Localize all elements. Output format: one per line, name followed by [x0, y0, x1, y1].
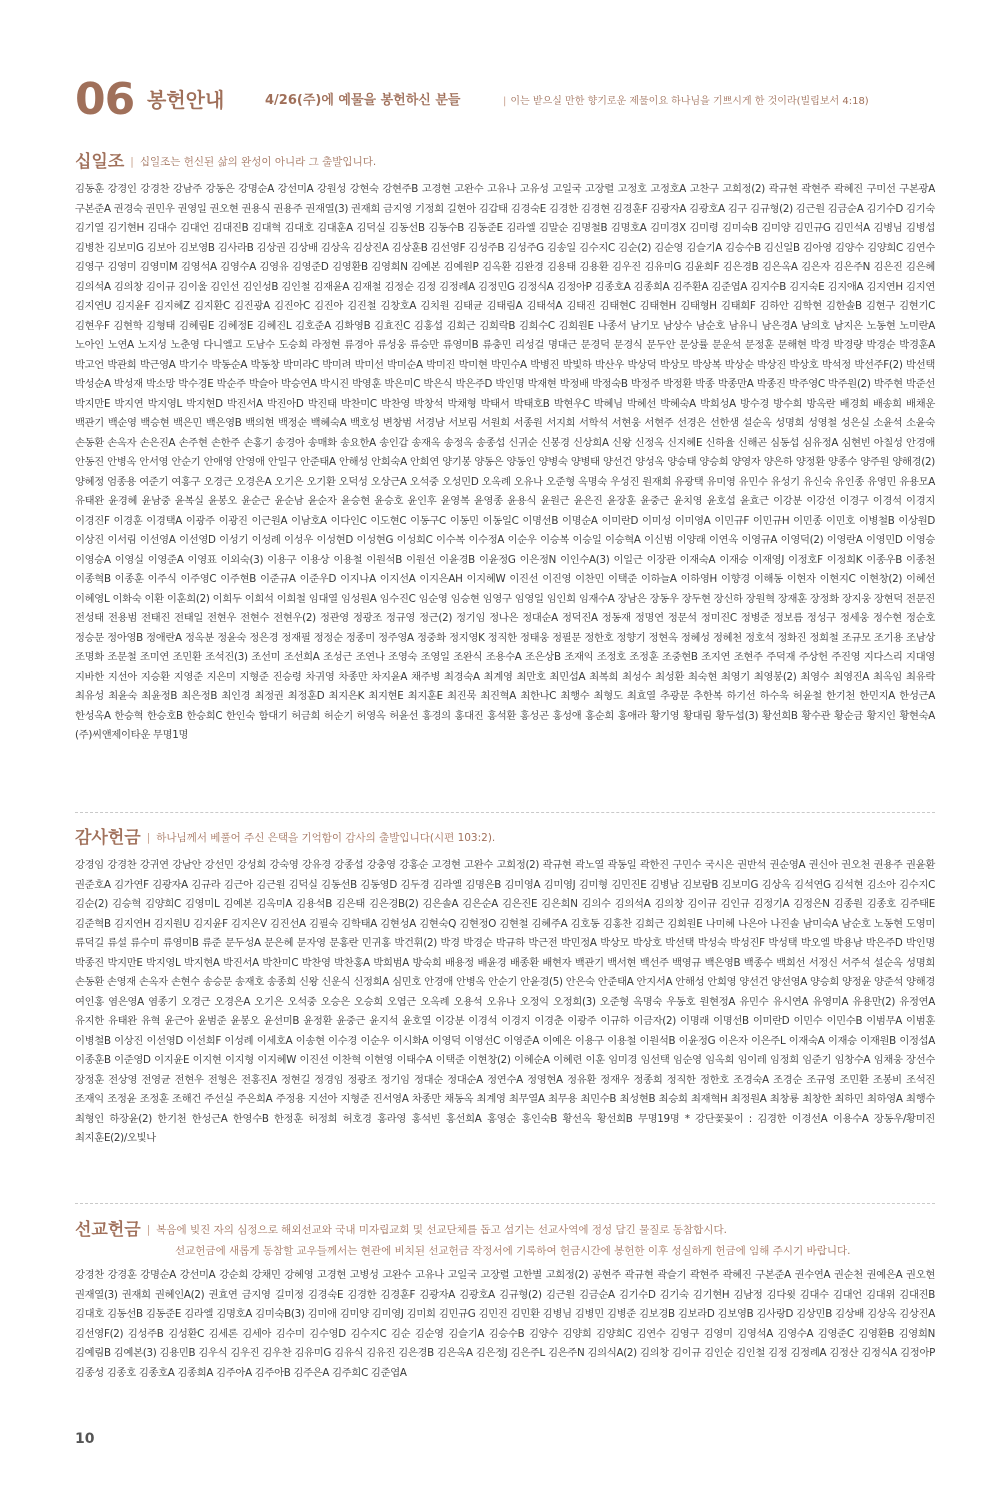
divider-bar: |: [503, 96, 507, 107]
divider-bar: |: [146, 1224, 151, 1236]
thanks-header: [75, 826, 935, 850]
thanks-names: 강경임 강경찬 강귀연 강남안 강선민 강성희 강숙영 강유경 강종섭 강충영 강홍순 고경현 고완수 고희정(2) 곽규현 곽노열 곽동일 곽한진 구민수 국시은 권반석 권순영A 권신아 권오천 권용주 권윤환 권준호A 김가연F 김광자A 김규라 김근아 김근원 김덕실 김동선B 김동영D 김두경 김라엘 김명은B 김미영A 김미영J 김미형 김민진E 김병남 김보람B 김보미G 김상옥 김석연G 김석현 김소아 김수지C 김순(2) 김승혁 김양희C 김영미L 김예본 김옥미A 김용석B 김은태 김은경B(2) 김은솔A 김은순A 김은진E 김은희N 김의수 김의석A 김의창 김이규 김인규 김정기A 김정은N 김종원 김종호 김주태E 김준혁B 김지연H 김지원U 김지윤F 김지은V 김진선A 김필숙 김학태A 김현성A 김현숙Q 김현정O 김현철 김혜주A 김호동 김홍찬 김희근 김희원E 나미혜 나은아 나진솔 남미숙A 남순호 노동현 도영미 류덕길 류설 류수미 류영미B 류준 문두성A 문은혜 문자영 문홍란 민귀홍 박건휘(2) 박경 박경순 박규하 박근전 박민정A 박상모 박상호 박선택 박성숙 박성진F 박성택 박오엘 박용남 박은주D 박인명 박종진 박지만E 박지영L 박지현A 박진서A 박찬미C 박찬영 박찬홍A 박희범A 방숙희 배용정 배윤경 배종환 배현자 백관기 백서현 백선주 백영규 백은영B 백종수 백희선 서정신 서주석 설순옥 성명희 손동환 손영재 손옥자 손현수 송승문 송재호 송종희 신왕 신운식 신정희A 심민호 안경애 안병옥 안순기 안윤경(5) 안은숙 안준태A 안지서A 안해성 안희영 양선건 양선영A 양승희 양정윤 양준석 양해경 여인홍 염은영A 염종기 오경근 오경은A 오기은 오석중 오승은 오승희 오엽근 오옥례 오용석 오유나 오정익 오정희(3) 오준형 옥명숙 우동호 원현정A 유민수 유시연A 유영미A 유용만(2) 유정연A 유지한 유태완 유혁 윤근아 윤범준 윤봉오 윤선미B 윤정환 윤중근 윤지석 윤호열 이강분 이경석 이경지 이경춘 이광주 이규하 이금자(2) 이명래 이명선B 이미란D 이민수 이민수B 이범무A 이범훈 이병철B 이상진 이선영D 이선희F 이성례 이세호A 이송현 이수경 이순우 이시화A 이영덕 이영선C 이영준A 이예은 이용구 이용철 이원석B 이윤정G 이은자 이은주L 이재숙A 이재승 이재원B 이정섭A 이종훈B 이준영D 이지윤E 이지현 이지형 이지혜W 이진선 이찬혁 이현영 이태수A 이택준 이현창(2) 이혜순A 이혜련 이훈 임미경 임선택 임순영 임옥희 임이레 임정희 임준기 임창수A 임채웅 장선수 장정훈 전상영 전영균 전현우 전형은 전홍진A 정현길 정경임 정광조 정기임 정대순 정대순A 정연수A 정영현A 정유환 정재우 정종희 정직한 정한호 조경숙A 조경순 조규영 조민환 조봉비 조석진 조재익 조정윤 조정훈 조해건 주선실 주은희A 주정용 지선아 지형준 진서영A 차종만 채동옥 최계영 최무열A 최무용 최민수B 최성현B 최승희 최재혁H 최정원A 최창룡 최창한 최하민 최하영A 최행수 최형인 하장윤(2) 한기천 한성근A 한영수B 한정훈 허정희 허호경 홍라영 홍석빈 홍선희A 홍영순 홍인숙B 황선옥 황선희B 무명19명 * 강단꽃꽂이 : 김경한 이경선A 이용수A 장동우/황미진 최지훈E(2)/오빛나: [75, 859, 936, 1144]
tithe-names: 김동훈 강경인 강경찬 강남주 강동은 강명순A 강선미A 강원성 강현숙 강현주B 고경현 고완수 고유나 고유성 고일국 고장렬 고정호 고정호A 고찬구 고희정(2) 곽규현 곽현주 곽혜진 구미선 구본광A 구본준A 권경숙 권민우 권영일 권오현 권용식 권용주 권재열(3) 권재희 금지영 기정희 길현아 김갑태 김경숙E 김경한 김경현 김경훈F 김광자A 김광호A 김구 김규형(2) 김근원 김금순A 김기수D 김기숙 김기열 김기현H 김대수 김대언 김대진B 김대혁 김대호 김대훈A 김덕실 김동선B 김동수B 김동준E 김라엘 김말순 김명철B 김명호A 김미경X 김미령 김미숙B 김미양 김민규G 김민석A 김병님 김병섭 김병찬 김보미G 김보아 김보영B 김사라B 김상권 김상배 김상옥 김상진A 김상훈B 김선영F 김성주B 김성주G 김송일 김수지C 김순(2) 김순영 김슬기A 김승수B 김신일B 김아영 김양수 김양희C 김연수 김영구 김영미 김영미M 김영석A 김영수A 김영유 김영준D 김영환B 김영희N 김예본 김예원P 김옥환 김완경 김용태 김용환 김우진 김유미G 김윤희F 김은경B 김은옥A 김은자 김은주N 김은진 김은혜 김의석A 김의창 김이규 김이울 김인선 김인성B 김인철 김재윤A 김재철 김정순 김정 김정례A 김정민G 김정식A 김정아P 김종호A 김종희A 김주환A 김준엽A 김지수B 김지숙E 김지애A 김지연H 김지연 김지연U 김지윤F 김지혜Z 김지환C 김진광A 김진아C 김진아 김진철 김창호A 김치원 김태균 김태림A 김태석A 김태진 김태현C 김태현H 김태형H 김태희F 김하안 김학현 김한솔B 김현구 김현기C 김현우F 김현학 김형태 김혜림E 김혜정E 김혜진L 김호준A 김화영B 김효진C 김홍섭 김희근 김희락B 김희수C 김희원E 나종서 남기모 남상수 남순호 남유니 남은경A 남의호 남지은 노동현 노미란A 노아인 노연A 노지성 노춘영 다니엘고 도남수 도승희 라정현 류경아 류성웅 류승만 류영미B 류충민 리성걸 명대근 문경덕 문경식 문두안 문상률 문운석 문정훈 문해현 박경 박경량 박경순 박경훈A 박고언 박관희 박근영A 박기수 박동순A 박동창 박미라C 박미려 박미선 박미순A 박미진 박미현 박민수A 박병진 박빛하 박산우 박상덕 박상모 박상복 박상순 박상진 박상호 박석정 박선주F(2) 박선택 박성순A 박성재 박소망 박수경E 박순주 박슬아 박승연A 박시진 박영훈 박은미C 박은식 박은주D 박인명 박재현 박정배 박정숙B 박정주 박정환 박종 박종만A 박종진 박주영C 박주원(2) 박주현 박준선 박지만E 박지연 박지영L 박지현D 박진서A 박진아D 박진태 박찬미C 박찬영 박창석 박채형 박태서 박태호B 박현우C 박혜님 박혜선 박혜숙A 박희성A 방수경 방수희 방옥란 배경희 배송희 배채운 백관기 백순영 백승현 백은민 백은영B 백의현 백정순 백혜숙A 백호성 변창범 서경남 서보림 서원희 서종원 서지희 서학석 서현웅 서현주 선경은 선한샘 설순옥 성명희 성영철 성은실 소윤석 소윤숙 손동환 손옥자 손은진A 손주현 손한주 손홍기 송경아 송매화 송요한A 송인갑 송재옥 송정옥 송종섭 신귀순 신봉경 신상희A 신왕 신정옥 신지혜E 신하율 신해곤 심동섭 심유정A 심현빈 아칠성 안경애 안동진 안병옥 안서영 안순기 안애영 안영애 안일구 안준태A 안해성 안희숙A 안희연 양기봉 양동은 양동인 양병숙 양병태 양선건 양성옥 양승태 양승희 양영자 양은하 양정환 양종수 양주원 양해경(2) 양혜정 엄종용 여준기 여홍구 오경근 오경은A 오기은 오기환 오덕성 오상근A 오석중 오성민D 오옥례 오유나 오준형 옥명숙 우성진 원재희 유광택 유미영 유민수 유성기 유신숙 유인종 유영민 유용모A 유태완 윤경혜 윤남중 윤복실 윤봉오 윤순근 윤순남 윤순자 윤승현 윤승호 윤인후 윤영복 윤영종 윤용식 윤원근 윤은진 윤장훈 윤중근 윤치영 윤호섭 윤효근 이강분 이강선 이경구 이경석 이경지 이경진F 이경훈 이경택A 이광주 이광진 이근원A 이남호A 이다인C 이도현C 이동구C 이동민 이동일C 이명선B 이명순A 이미란D 이미성 이미영A 이민규F 이민규H 이민종 이민호 이병철B 이상원D 이상진 이서림 이선영A 이선영D 이성기 이성례 이성우 이성현D 이성현G 이성희C 이수복 이수정A 이순우 이승복 이승일 이승혁A 이신범 이양래 이연옥 이영규A 이영덕(2) 이영란A 이영민D 이영승 이영승A 이영실 이영준A 이영표 이외숙(3) 이용구 이용상 이용철 이원석B 이원선 이윤경B 이윤정G 이은정N 이인수A(3) 이일근 이장관 이재숙A 이재승 이재영J 이정호F 이정희K 이종우B 이종천 이종혁B 이종훈 이주식 이주영C 이주현B 이준규A 이준우D 이지나A 이지선A 이지은AH 이지혜W 이진선 이진영 이찬민 이택준 이하늘A 이하영H 이향경 이해동 이현자 이현지C 이현창(2) 이혜선 이혜영L 이화숙 이환 이훈희(2) 이희두 이희석 이희철 임대열 임성원A 임수진C 임순영 임승현 임영구 임영일 임인희 임재수A 장남은 장동우 장두현 장신하 장원혁 장재훈 장정화 장지웅 장현덕 전문진 전성태 전용범 전태진 전태일 전현우 전현수 전현우(2) 정관영 정광조 정규영 정근(2) 정기임 정나은 정대순A 정덕진A 정동재 정명연 정문석 정미진C 정병준 정보름 정성구 정세웅 정수현 정순호 정승문 정아영B 정애란A 정옥분 정윤숙 정은경 정재필 정정순 정종미 정주영A 정중화 정지영K 정직한 정태웅 정필문 정한호 정향기 정현옥 정혜성 정혜천 정호석 정화진 정희철 조규모 조기용 조남상 조명화 조문철 조미연 조민환 조석진(3) 조선미 조선희A 조성근 조연나 조영숙 조영일 조완식 조용수A 조은상B 조재익 조정호 조정훈 조중현B 조지연 조현주 주덕재 주상헌 주진영 지다스리 지대영 지바한 지선아 지승환 지영준 지은미 지형준 진승령 차귀영 차종만 차지윤A 채주병 최경숙A 최계영 최만호 최민섭A 최복희 최성수 최성환 최숙현 최영기 최영봉(2) 최영수 최영진A 최옥임 최유락 최유성 최윤숙 최윤정B 최은정B 최인경 최정권 최정훈D 최지은K 최지현E 최지훈E 최진묵 최진혁A 최한나C 최행수 최형도 최효열 추광문 추한복 하기선 하수욱 허윤철 한기천 한민지A 한성근A 한성옥A 한승혁 한승호B 한승희C 한인숙 함대기 허금희 허순기 허영옥 허윤선 홍경의 홍대진 홍석환 홍성곤 홍성애 홍순희 홍애라 황기영 황대림 황두섭(3) 황선희B 황수관 황순금 황지인 황현숙A (주)씨앤제이타운 무명1명: [75, 183, 935, 741]
mission-subtitle-2: 선교헌금에 새롭게 동참할 교우들께서는 현관에 비치된 선교헌금 작정서에 기록하여 헌금시간에 봉헌한 이후 성실하게 헌금에 임해 주시기 바랍니다.: [175, 1245, 851, 1257]
divider-bar: |: [130, 156, 134, 168]
mission-title: 선교헌금: [75, 1220, 141, 1240]
mission-subtitle-text: 복음에 빚진 자의 심정으로 해외선교와 국내 미자립교회 및 선교단체를 돕고 섬기는 선교사역에 정성 담긴 물질로 동참합시다.: [156, 1224, 727, 1236]
tithe-section: [75, 150, 935, 746]
verse-text: 이는 받으실 만한 향기로운 제물이요 하나님을 기쁘시게 한 것이라(빌립보서 4:18): [510, 96, 869, 107]
tithe-header: [75, 150, 935, 174]
tithe-title: 십일조: [75, 152, 125, 172]
section-title: 봉헌안내: [147, 88, 225, 112]
header-verse: [503, 93, 869, 111]
mission-names: 강경찬 강경훈 강명순A 강선미A 강순희 강채민 강혜영 고경현 고병성 고완수 고유나 고일국 고장렬 고한별 고희정(2) 공현주 곽규현 곽슬기 곽현주 곽혜진 구본준A 권수연A 권순천 권예은A 권오현 권재열(3) 권재희 권혜인A(2) 권효연 금지영 길미정 김경숙E 김경한 김경훈F 김광자A 김광호A 김규형(2) 김근원 김금순A 김기수D 김기숙 김기현H 김남정 김다윗 김대수 김대언 김대위 김대진B 김대호 김동선B 김동준E 김라엘 김명호A 김미숙B(3) 김미애 김미양 김미영J 김미희 김민규G 김민진 김민환 김병님 김병민 김병준 김보경B 김보라D 김보영B 김사랑D 김상민B 김상배 김상옥 김상진A 김선영F(2) 김성주B 김성환C 김세론 김세아 김수미 김수영D 김수지C 김순 김순영 김슬기A 김승수B 김양수 김양희 김양희C 김연수 김영구 김영미 김영석A 김영수A 김영준C 김영환B 김영희N 김예림B 김예본(3) 김용민B 김우식 김우진 김우찬 김유미G 김유식 김유진 김은경B 김은옥A 김은정J 김은주L 김은주N 김의식A(2) 김의창 김이규 김인순 김인철 김정 김정례A 김정산 김정식A 김정아P 김종성 김종호 김종호A 김종희A 김주아A 김주아B 김주은A 김주희C 김준엽A: [75, 1269, 936, 1379]
section-divider: [75, 1203, 935, 1204]
section-divider: [75, 812, 935, 813]
thanks-section: [75, 826, 935, 1149]
tithe-subtitle-text: 십일조는 헌신된 삶의 완성이 아니라 그 출발입니다.: [139, 156, 377, 168]
mission-section: [75, 1218, 935, 1383]
page-header: [75, 72, 945, 132]
thanks-title: 감사헌금: [75, 828, 141, 848]
mission-header: [75, 1218, 935, 1242]
tithe-subtitle: [130, 150, 376, 174]
mission-subtitle: [147, 1218, 727, 1242]
page-number: 10: [75, 1431, 95, 1447]
divider-bar: |: [146, 832, 151, 844]
offering-date-title: 4/26(주)에 예물을 봉헌하신 분들: [265, 93, 461, 108]
thanks-subtitle-text: 하나님께서 베풀어 주신 은택을 기억함이 감사의 출발입니다(시편 103:2).: [156, 832, 496, 844]
thanks-subtitle: [147, 826, 496, 850]
section-number: 06: [75, 74, 135, 125]
